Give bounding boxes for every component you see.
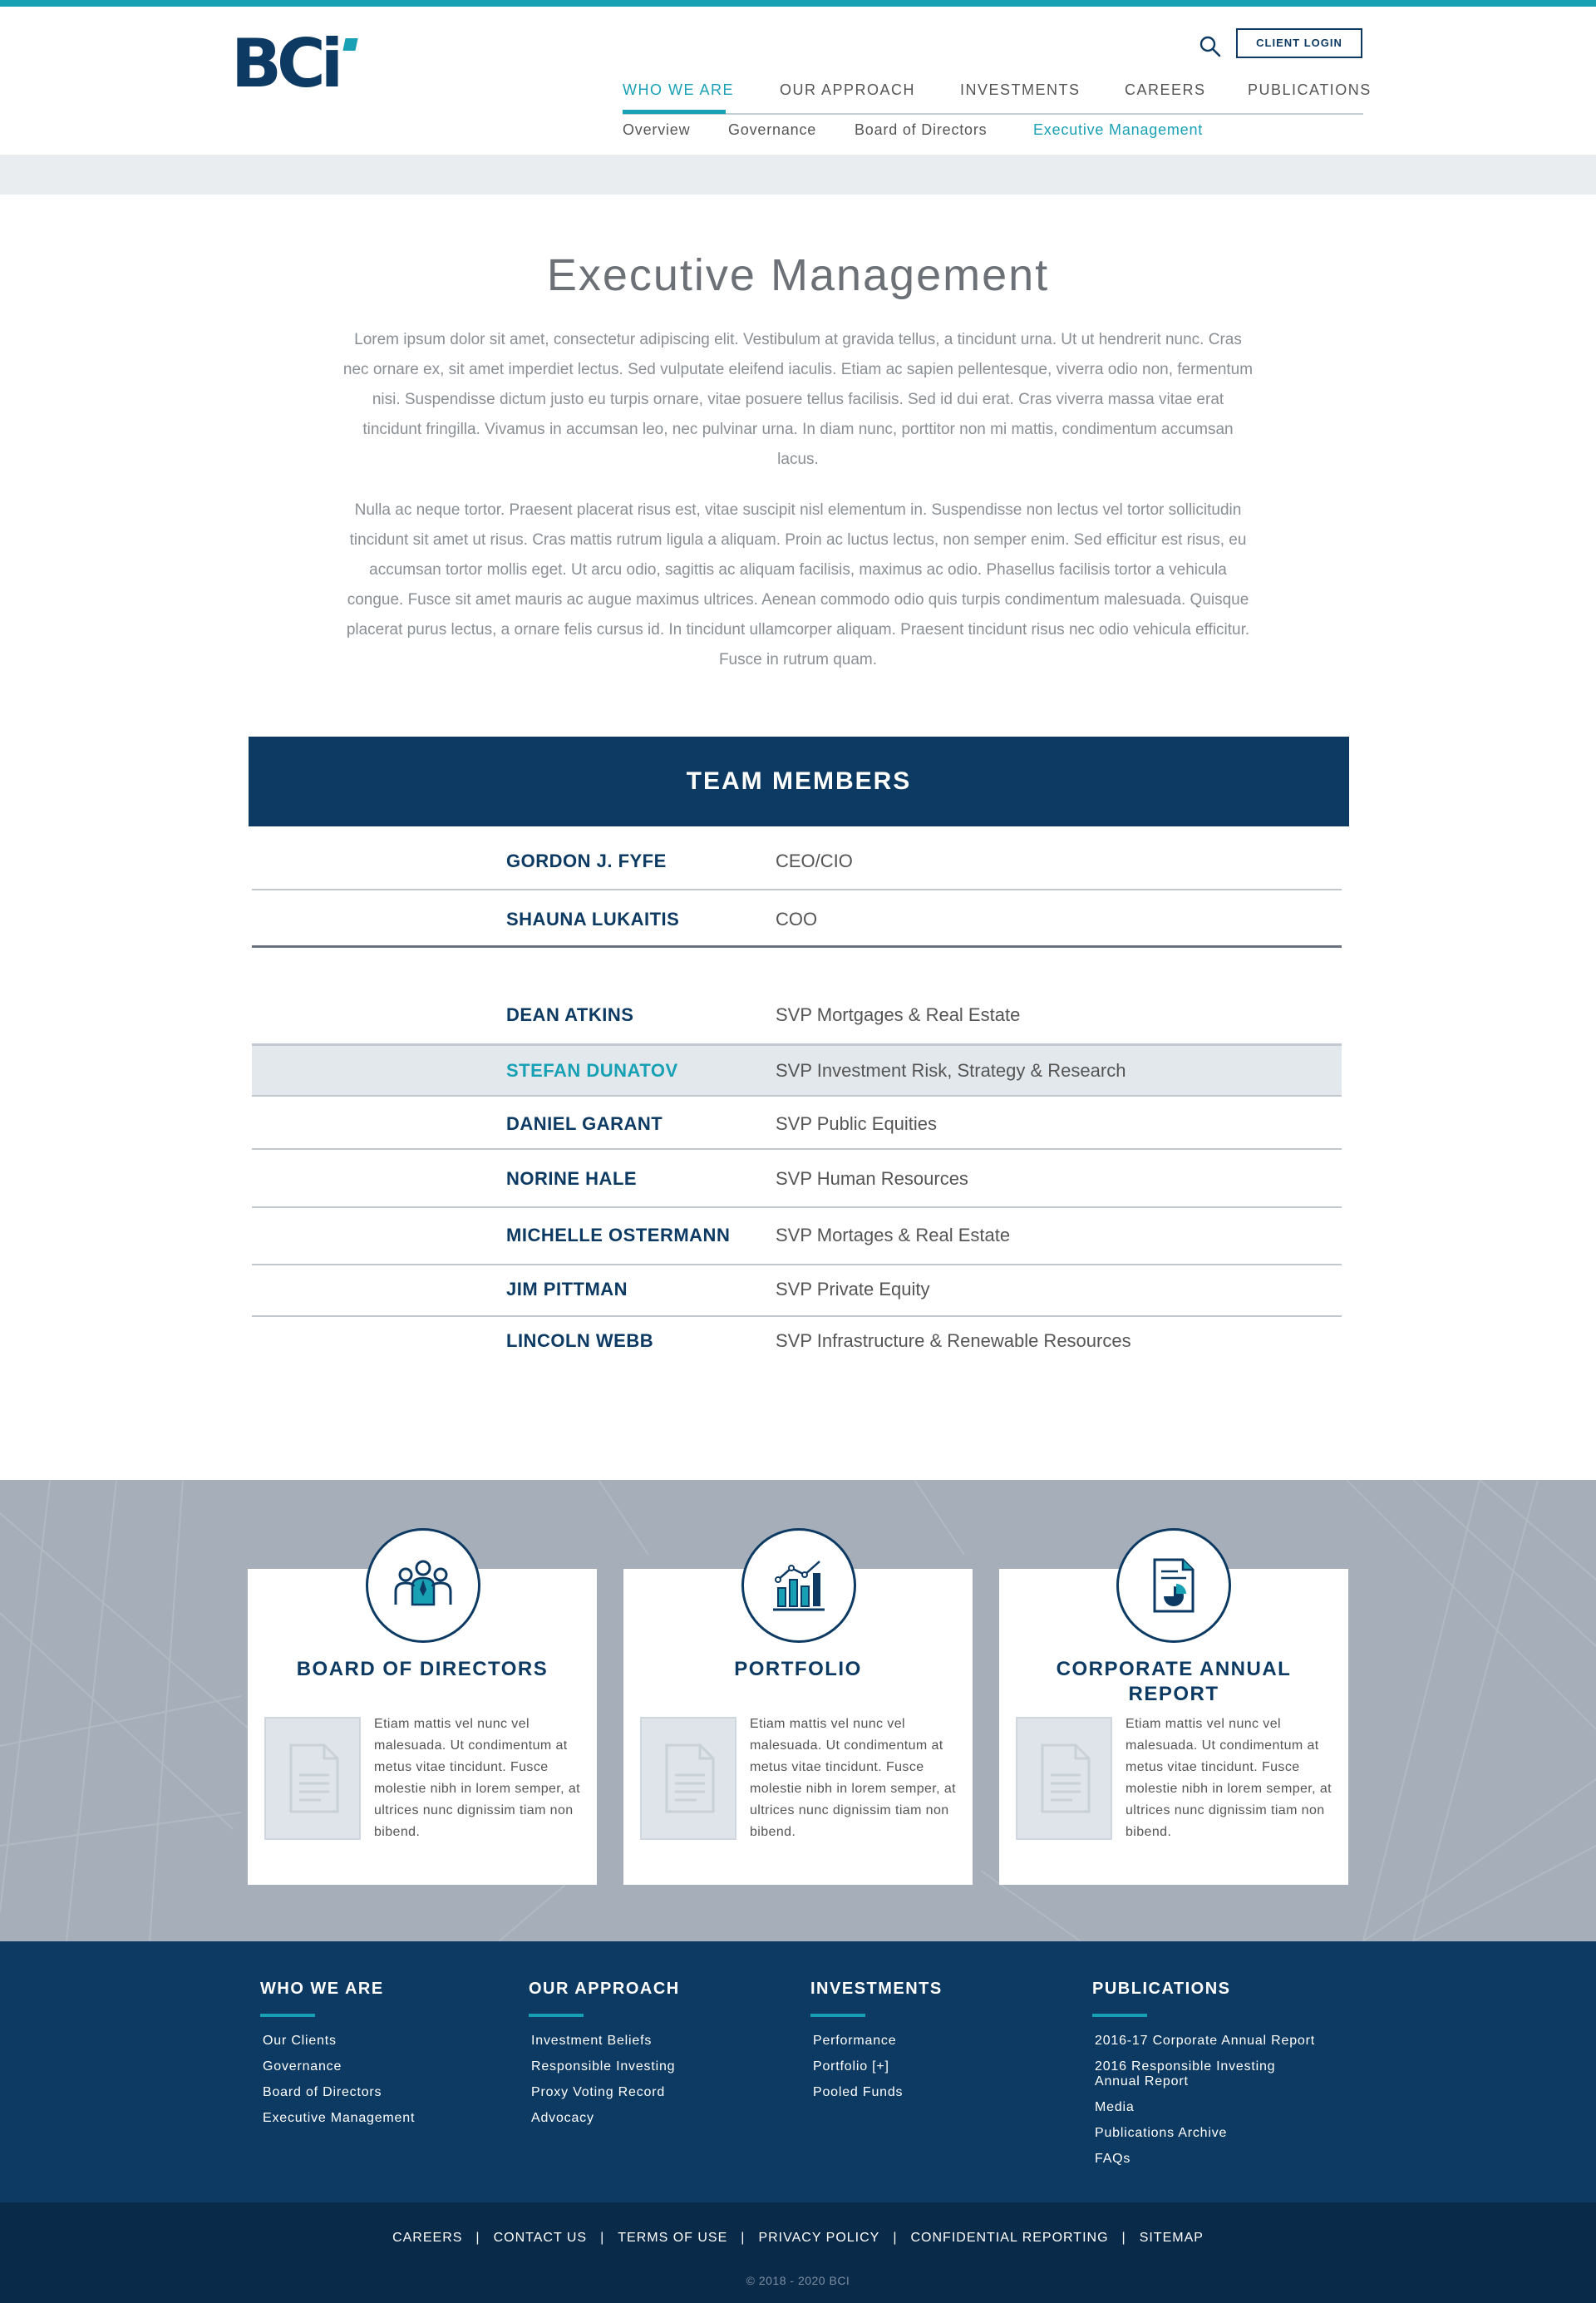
link-contact-us[interactable]: CONTACT US <box>493 2231 588 2245</box>
report-icon <box>1143 1555 1204 1616</box>
footer-link[interactable]: Advocacy <box>531 2111 594 2125</box>
link-confidential-reporting[interactable]: CONFIDENTIAL REPORTING <box>910 2231 1109 2245</box>
nav-publications[interactable]: PUBLICATIONS <box>1248 81 1372 98</box>
separator: | <box>475 2231 480 2245</box>
document-icon <box>663 1742 717 1815</box>
site-footer <box>0 1941 1596 2202</box>
team-row[interactable] <box>252 1208 1342 1265</box>
people-icon <box>392 1555 454 1616</box>
member-name[interactable]: STEFAN DUNATOV <box>506 1060 678 1081</box>
nav-investments[interactable]: INVESTMENTS <box>960 81 1081 98</box>
footer-link[interactable]: Responsible Investing <box>531 2059 676 2074</box>
nav-active-indicator <box>623 110 726 114</box>
link-privacy-policy[interactable]: PRIVACY POLICY <box>758 2231 880 2245</box>
footer-link[interactable]: 2016-17 Corporate Annual Report <box>1095 2034 1315 2048</box>
document-thumbnail <box>1016 1717 1112 1840</box>
footer-link[interactable]: Publications Archive <box>1095 2126 1228 2140</box>
footer-column-title: OUR APPROACH <box>529 1980 680 1998</box>
footer-link[interactable]: Performance <box>813 2034 897 2048</box>
intro-paragraph-1: Lorem ipsum dolor sit amet, consectetur adipiscing elit. Vestibulum at gravida tellus, a tincidunt urna. Ut ut hendrerit nunc. Cras nec ornare ex, sit amet imperdiet lectus. Sed vulputate eleifend iaculis. Etiam ac sapien pellentesque, viverra odio non, fermentum nisi. Suspendisse dictum justo eu turpis ornare, vitae posuere tellus facilisis. Sed id dui erat. Cras viverra massa vitae erat tincidunt fringilla. Vivamus in accumsan leo, nec pulvinar urna. In diam nunc, porttitor non mi mattis, condimentum accumsan lacus. <box>342 331 1254 468</box>
subnav-executive-management[interactable]: Executive Management <box>1033 121 1204 138</box>
logo-accent <box>342 38 357 51</box>
subnav-governance[interactable]: Governance <box>728 121 817 138</box>
subnav-overview[interactable]: Overview <box>623 121 691 138</box>
client-login-button[interactable]: CLIENT LOGIN <box>1236 28 1362 58</box>
member-title: SVP Mortages & Real Estate <box>776 1225 1011 1245</box>
member-title: SVP Mortgages & Real Estate <box>776 1004 1021 1025</box>
bci-logo[interactable] <box>231 25 356 102</box>
separator: | <box>600 2231 605 2245</box>
document-icon <box>288 1742 341 1815</box>
team-row[interactable] <box>252 1150 1342 1208</box>
link-careers[interactable]: CAREERS <box>392 2231 463 2245</box>
footer-link[interactable]: Board of Directors <box>263 2085 382 2099</box>
link-sitemap[interactable]: SITEMAP <box>1139 2231 1204 2245</box>
card-title[interactable]: CORPORATE ANNUAL REPORT <box>1056 1658 1292 1705</box>
footer-link[interactable]: Our Clients <box>263 2034 337 2048</box>
link-terms-of-use[interactable]: TERMS OF USE <box>618 2231 728 2245</box>
document-icon <box>1039 1742 1092 1815</box>
card-text: Etiam mattis vel nunc vel malesuada. Ut condimentum at metus vitae tincidunt. Fusce molestie nibh in lorem semper, at ultrices nunc dignissim tiam non bibend. <box>750 1717 956 1839</box>
separator: | <box>1121 2231 1126 2245</box>
team-row[interactable] <box>252 1317 1342 1367</box>
team-row[interactable] <box>252 948 1342 1045</box>
nav-who-we-are[interactable]: WHO WE ARE <box>623 81 735 98</box>
footer-column-publications <box>1092 1980 1342 2177</box>
footer-title-underline <box>260 2014 315 2017</box>
member-name[interactable]: MICHELLE OSTERMANN <box>506 1225 731 1245</box>
separator: | <box>893 2231 898 2245</box>
footer-link[interactable]: FAQs <box>1095 2152 1131 2166</box>
site-header <box>0 7 1596 155</box>
card-icon-circle <box>741 1528 856 1643</box>
card-title[interactable]: BOARD OF DIRECTORS <box>296 1658 549 1680</box>
legal-links <box>0 2231 1596 2246</box>
team-row[interactable] <box>252 1097 1342 1150</box>
document-thumbnail <box>264 1717 361 1840</box>
member-name[interactable]: LINCOLN WEBB <box>506 1330 654 1351</box>
search-icon[interactable] <box>1199 35 1222 58</box>
member-name[interactable]: DEAN ATKINS <box>506 1004 634 1025</box>
footer-column-title: PUBLICATIONS <box>1092 1980 1231 1998</box>
header-divider-band <box>0 155 1596 195</box>
team-row[interactable] <box>252 890 1342 948</box>
footer-column-title: WHO WE ARE <box>260 1980 384 1998</box>
logo-text: BCi <box>231 25 339 102</box>
member-name[interactable]: DANIEL GARANT <box>506 1113 663 1134</box>
document-thumbnail <box>640 1717 736 1840</box>
footer-link[interactable]: Proxy Voting Record <box>531 2085 666 2099</box>
footer-link[interactable]: Media <box>1095 2100 1135 2114</box>
team-row[interactable] <box>252 826 1342 890</box>
team-members-header: TEAM MEMBERS <box>249 737 1349 826</box>
nav-our-approach[interactable]: OUR APPROACH <box>780 81 916 98</box>
footer-column-investments <box>810 1980 943 2111</box>
footer-title-underline <box>1092 2014 1147 2017</box>
footer-link[interactable]: Investment Beliefs <box>531 2034 653 2048</box>
intro-paragraph-2: Nulla ac neque tortor. Praesent placerat risus est, vitae suscipit nisl elementum in. Suspendisse non lectus vel tortor sollicitudin tincidunt sit amet ut risus. Cras mattis rutrum ligula a aliquam. Proin ac luctus lectus, non semper enim. Sed efficitur est risus, eu accumsan tortor mollis eget. Ut arcu odio, sagittis ac aliquam facilisis, maximus ac odio. Phasellus facilisis tortor a vehicula congue. Fusce sit amet mauris ac augue maximus ultrices. Aenean commodo odio quis turpis condimentum malesuada. Quisque placerat purus lectus, a ornare felis cursus id. In tincidunt ullamcorper aliquam. Praesent tincidunt risus nec odio vehicula efficitur. Fusce in rutrum quam. <box>346 501 1250 668</box>
bar-chart-icon <box>768 1555 830 1616</box>
subnav-board-of-directors[interactable]: Board of Directors <box>855 121 988 138</box>
member-name[interactable]: NORINE HALE <box>506 1168 638 1189</box>
footer-link[interactable]: Portfolio [+] <box>813 2059 889 2074</box>
member-title: SVP Infrastructure & Renewable Resources <box>776 1330 1131 1351</box>
nav-careers[interactable]: CAREERS <box>1125 81 1206 98</box>
footer-title-underline <box>529 2014 584 2017</box>
card-text: Etiam mattis vel nunc vel malesuada. Ut condimentum at metus vitae tincidunt. Fusce molestie nibh in lorem semper, at ultrices nunc dignissim tiam non bibend. <box>1126 1717 1332 1839</box>
footer-title-underline <box>810 2014 865 2017</box>
copyright: © 2018 - 2020 BCI <box>746 2274 850 2287</box>
team-row-highlighted[interactable] <box>252 1044 1342 1097</box>
team-row[interactable] <box>252 1265 1342 1317</box>
main-nav <box>623 73 1372 115</box>
member-name[interactable]: JIM PITTMAN <box>506 1279 628 1299</box>
card-title[interactable]: PORTFOLIO <box>734 1658 862 1680</box>
top-accent-bar <box>0 0 1596 7</box>
card-text: Etiam mattis vel nunc vel malesuada. Ut condimentum at metus vitae tincidunt. Fusce molestie nibh in lorem semper, at ultrices nunc dignissim tiam non bibend. <box>374 1717 580 1839</box>
member-title: COO <box>776 909 818 930</box>
footer-bottom-bar <box>0 2202 1596 2303</box>
page-title: Executive Management <box>546 250 1050 300</box>
footer-column-our-approach <box>529 1980 680 2137</box>
card-icon-circle <box>1116 1528 1231 1643</box>
footer-column-title: INVESTMENTS <box>810 1980 943 1998</box>
card-icon-circle <box>366 1528 480 1643</box>
separator: | <box>741 2231 746 2245</box>
footer-link[interactable]: 2016 Responsible Investing Annual Report <box>1095 2059 1276 2088</box>
member-name[interactable]: SHAUNA LUKAITIS <box>506 909 680 930</box>
footer-column-who-we-are <box>260 1980 415 2137</box>
member-title: SVP Investment Risk, Strategy & Research <box>776 1060 1126 1081</box>
footer-link[interactable]: Governance <box>263 2059 342 2074</box>
member-title: CEO/CIO <box>776 851 853 871</box>
member-name[interactable]: GORDON J. FYFE <box>506 851 667 871</box>
member-title: SVP Private Equity <box>776 1279 930 1299</box>
footer-link[interactable]: Pooled Funds <box>813 2085 904 2099</box>
footer-link[interactable]: Executive Management <box>263 2111 416 2125</box>
member-title: SVP Human Resources <box>776 1168 968 1189</box>
member-title: SVP Public Equities <box>776 1113 938 1134</box>
